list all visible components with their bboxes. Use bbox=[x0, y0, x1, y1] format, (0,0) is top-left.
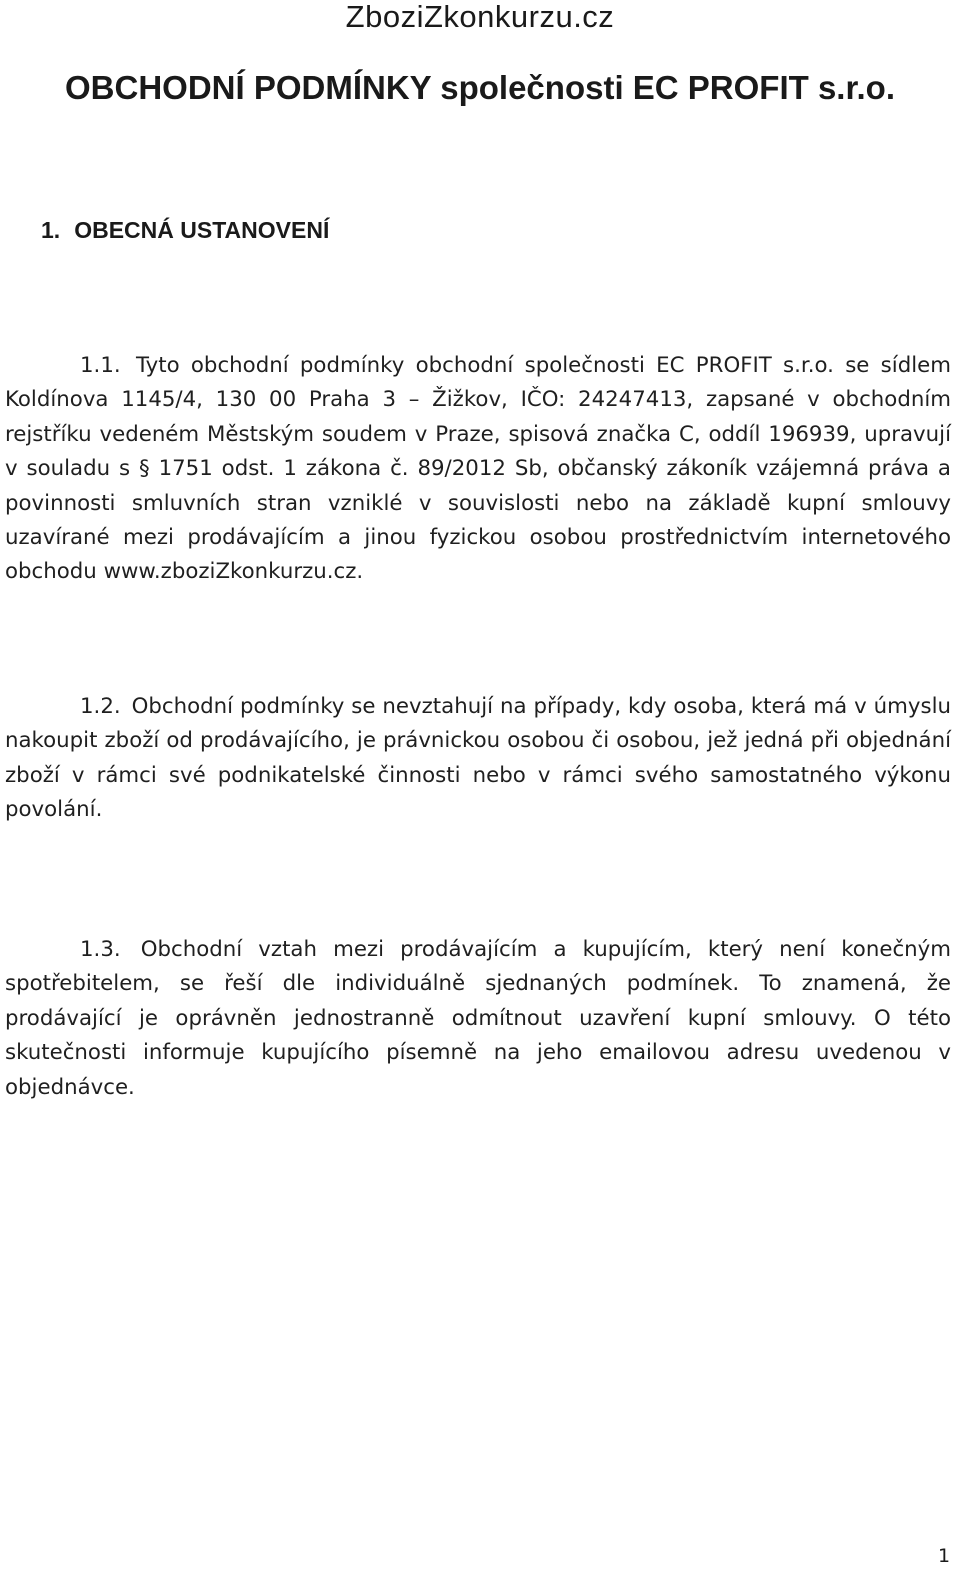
site-title: ZboziZkonkurzu.cz bbox=[345, 0, 615, 34]
paragraph-text: Obchodní podmínky se nevztahují na případy, kdy osoba, která má v úmyslu nakoupit zboží od prodávajícího, je právnickou osobou či osobou, jež jedná při objednání zboží v rámci své podnikatelské činnosti nebo v rámci svého samostatného výkonu povolání. bbox=[5, 694, 951, 823]
paragraph-number: 1.2. bbox=[80, 694, 121, 719]
paragraph-number: 1.3. bbox=[80, 937, 121, 962]
document-title: OBCHODNÍ PODMÍNKY společnosti EC PROFIT s.r.o. bbox=[65, 69, 895, 106]
paragraph-1-2 bbox=[5, 690, 951, 828]
section-number: 1. bbox=[41, 217, 61, 243]
paragraph-1-3 bbox=[5, 933, 951, 1105]
section-title: OBECNÁ USTANOVENÍ bbox=[74, 217, 330, 243]
paragraph-1-1 bbox=[5, 349, 951, 590]
paragraph-text: Obchodní vztah mezi prodávajícím a kupujícím, který není konečným spotřebitelem, se řeší dle individuálně sjednaných podmínek. To znamená, že prodávající je oprávněn jednostranně odmítnout uzavření kupní smlouvy. O této skutečnosti informuje kupujícího písemně na jeho emailovou adresu uvedenou v objednávce. bbox=[5, 937, 951, 1100]
section-heading bbox=[41, 216, 329, 244]
page-number: 1 bbox=[938, 1545, 951, 1567]
paragraph-number: 1.1. bbox=[80, 353, 121, 378]
paragraph-text: Tyto obchodní podmínky obchodní společnosti EC PROFIT s.r.o. se sídlem Koldínova 1145/4, 130 00 Praha 3 – Žižkov, IČO: 24247413, zapsané v obchodním rejstříku vedeném Městským soudem v Praze, spisová značka C, oddíl 196939, upravují v souladu s § 1751 odst. 1 zákona č. 89/2012 Sb, občanský zákoník vzájemná práva a povinnosti smluvních stran vzniklé v souvislosti nebo na základě kupní smlouvy uzavírané mezi prodávajícím a jinou fyzickou osobou prostřednictvím internetového obchodu www.zboziZkonkurzu.cz. bbox=[5, 353, 951, 585]
